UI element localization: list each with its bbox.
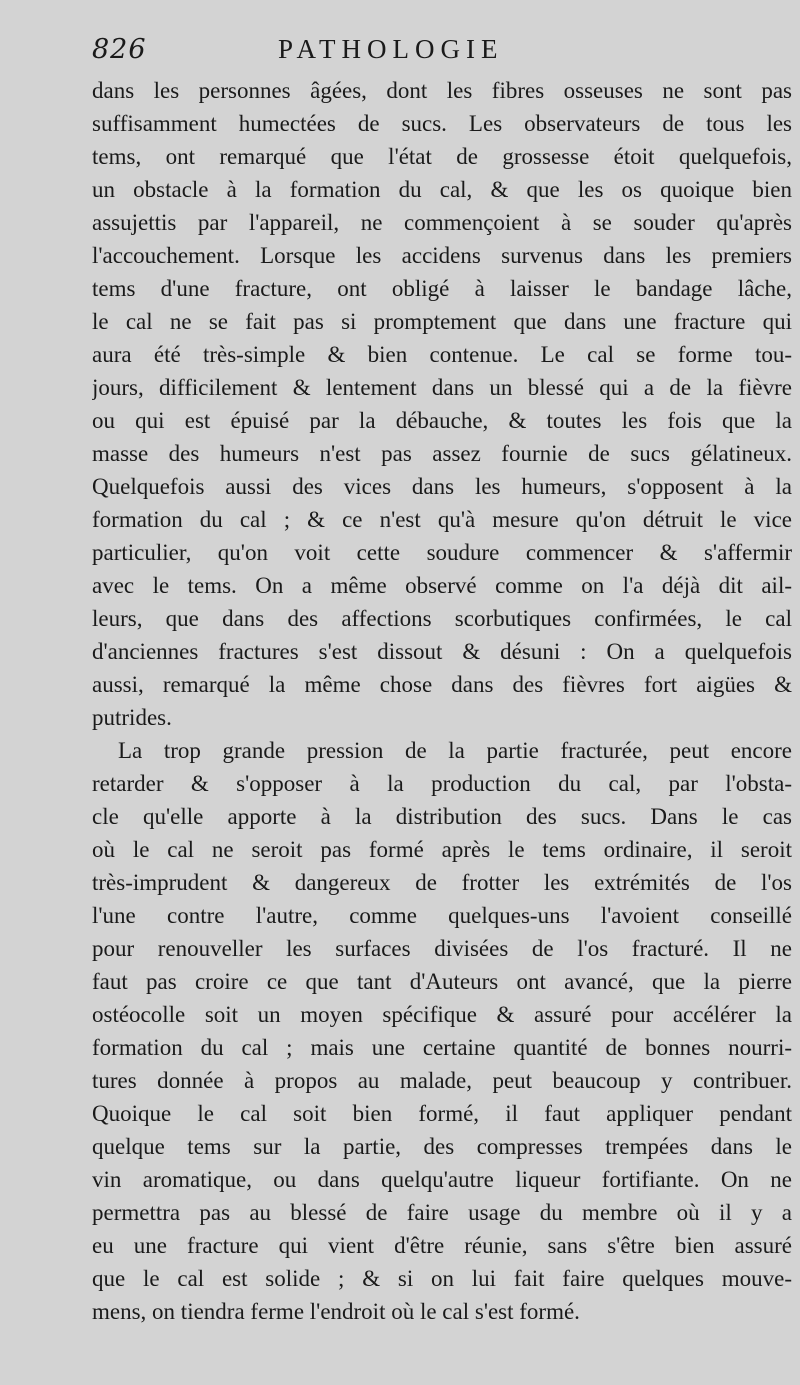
text-line: retarder & s'opposer à la production du cal, par l'obsta-	[92, 771, 792, 796]
page-number: 826	[92, 34, 147, 65]
paragraph-2	[92, 734, 792, 1328]
text-line: jours, difficilement & lentement dans un blessé qui a de la fièvre	[92, 375, 792, 400]
text-line: eu une fracture qui vient d'être réunie, sans s'être bien assuré	[92, 1233, 792, 1258]
text-line: tems, ont remarqué que l'état de grossesse étoit quelquefois,	[92, 144, 792, 169]
text-line: permettra pas au blessé de faire usage du membre où il y a	[92, 1200, 792, 1225]
text-line: très-imprudent & dangereux de frotter les extrémités de l'os	[92, 870, 792, 895]
text-line: masse des humeurs n'est pas assez fournie de sucs gélatineux.	[92, 441, 792, 466]
text-line: tems d'une fracture, ont obligé à laisser le bandage lâche,	[92, 276, 792, 301]
text-line: où le cal ne seroit pas formé après le tems ordinaire, il seroit	[92, 837, 792, 862]
text-line: aussi, remarqué la même chose dans des fièvres fort aigües &	[92, 672, 792, 697]
text-line: ou qui est épuisé par la débauche, & toutes les fois que la	[92, 408, 792, 433]
text-line: La trop grande pression de la partie fracturée, peut encore	[118, 738, 792, 763]
text-line: pour renouveller les surfaces divisées de l'os fracturé. Il ne	[92, 936, 792, 961]
text-line: l'une contre l'autre, comme quelques-uns l'avoient conseillé	[92, 903, 792, 928]
text-line: avec le tems. On a même observé comme on l'a déjà dit ail-	[92, 573, 792, 598]
text-line: faut pas croire ce que tant d'Auteurs ont avancé, que la pierre	[92, 969, 792, 994]
text-line: leurs, que dans des affections scorbutiques confirmées, le cal	[92, 606, 792, 631]
text-line: d'anciennes fractures s'est dissout & désuni : On a quelquefois	[92, 639, 792, 664]
text-line: Quoique le cal soit bien formé, il faut appliquer pendant	[92, 1101, 792, 1126]
text-line: ostéocolle soit un moyen spécifique & assuré pour accélérer la	[92, 1002, 792, 1027]
text-line: que le cal est solide ; & si on lui fait faire quelques mouve-	[92, 1266, 792, 1291]
page-header	[92, 34, 792, 74]
text-line: cle qu'elle apporte à la distribution des sucs. Dans le cas	[92, 804, 792, 829]
text-line: Quelquefois aussi des vices dans les humeurs, s'opposent à la	[92, 474, 792, 499]
text-line: vin aromatique, ou dans quelqu'autre liqueur fortifiante. On ne	[92, 1167, 792, 1192]
text-line: formation du cal ; & ce n'est qu'à mesure qu'on détruit le vice	[92, 507, 792, 532]
text-line: un obstacle à la formation du cal, & que les os quoique bien	[92, 177, 792, 202]
paragraph-1	[92, 74, 792, 734]
text-line: suffisamment humectées de sucs. Les observateurs de tous les	[92, 111, 792, 136]
text-line: assujettis par l'appareil, ne commençoient à se souder qu'après	[92, 210, 792, 235]
text-line: formation du cal ; mais une certaine quantité de bonnes nourri-	[92, 1035, 792, 1060]
text-line: aura été très-simple & bien contenue. Le cal se forme tou-	[92, 342, 792, 367]
body-text	[92, 74, 792, 1328]
text-line: tures donnée à propos au malade, peut beaucoup y contribuer.	[92, 1068, 792, 1093]
text-line: particulier, qu'on voit cette soudure commencer & s'affermir	[92, 540, 792, 565]
text-line: dans les personnes âgées, dont les fibres osseuses ne sont pas	[92, 78, 792, 103]
text-line: l'accouchement. Lorsque les accidens survenus dans les premiers	[92, 243, 792, 268]
text-line: le cal ne se fait pas si promptement que dans une fracture qui	[92, 309, 792, 334]
text-line: putrides.	[92, 705, 172, 730]
running-head: PATHOLOGIE	[278, 34, 504, 64]
text-line: quelque tems sur la partie, des compresses trempées dans le	[92, 1134, 792, 1159]
text-line: mens, on tiendra ferme l'endroit où le cal s'est formé.	[92, 1299, 580, 1324]
